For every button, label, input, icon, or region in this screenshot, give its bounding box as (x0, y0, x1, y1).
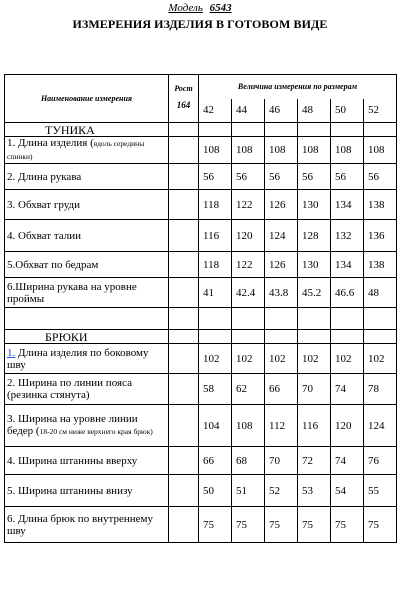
table-row (5, 164, 397, 190)
value-cell: 56 (199, 164, 232, 190)
value-cell: 108 (331, 137, 364, 164)
value-cell: 102 (331, 344, 364, 374)
header-name-col: Наименование измерения (5, 75, 169, 123)
table-row (5, 405, 397, 447)
value-cell: 130 (298, 252, 331, 278)
value-cell: 62 (232, 374, 265, 405)
value-cell: 108 (232, 137, 265, 164)
value-cell: 134 (331, 190, 364, 220)
value-cell: 126 (265, 252, 298, 278)
value-cell: 75 (364, 507, 397, 543)
value-cell: 52 (265, 475, 298, 507)
value-cell: 50 (199, 475, 232, 507)
section-row-tunic (5, 123, 397, 137)
table-row (5, 475, 397, 507)
value-cell: 55 (364, 475, 397, 507)
value-cell: 46.6 (331, 278, 364, 308)
header-row (5, 75, 397, 99)
row-note: вдоль середины спинки) (7, 139, 145, 161)
row-name: 5.Обхват по бедрам (5, 252, 169, 278)
value-cell: 116 (298, 405, 331, 447)
table-row (5, 220, 397, 252)
row-name: 2. Ширина по линии пояса (резинка стянута) (5, 374, 169, 405)
model-line (0, 2, 400, 14)
row-name: 3. Ширина на уровне линии бедер (18-20 см ниже верхнего края брюк) (5, 405, 169, 447)
value-cell: 120 (331, 405, 364, 447)
value-cell: 108 (265, 137, 298, 164)
table-row (5, 190, 397, 220)
size-cell: 50 (331, 99, 364, 123)
value-cell: 66 (199, 447, 232, 475)
value-cell: 136 (364, 220, 397, 252)
value-cell: 130 (298, 190, 331, 220)
value-cell: 124 (265, 220, 298, 252)
value-cell: 104 (199, 405, 232, 447)
header-rost-label: Рост (174, 84, 193, 93)
table-row (5, 447, 397, 475)
value-cell: 102 (298, 344, 331, 374)
table-row (5, 507, 397, 543)
row-name: 4. Ширина штанины вверху (5, 447, 169, 475)
value-cell: 118 (199, 252, 232, 278)
value-cell: 70 (265, 447, 298, 475)
size-cell: 52 (364, 99, 397, 123)
size-cell: 48 (298, 99, 331, 123)
value-cell: 128 (298, 220, 331, 252)
value-cell: 102 (265, 344, 298, 374)
row-name: 4. Обхват талии (5, 220, 169, 252)
value-cell: 56 (265, 164, 298, 190)
row-number-link[interactable]: 1. (7, 346, 16, 359)
value-cell: 48 (364, 278, 397, 308)
row-name: 2. Длина рукава (5, 164, 169, 190)
value-cell: 102 (232, 344, 265, 374)
table-row (5, 137, 397, 164)
header-sizes-label: Величина измерения по размерам (199, 75, 397, 99)
value-cell: 102 (199, 344, 232, 374)
value-cell: 45.2 (298, 278, 331, 308)
value-cell: 132 (331, 220, 364, 252)
value-cell: 68 (232, 447, 265, 475)
value-cell: 126 (265, 190, 298, 220)
section-row-trousers (5, 330, 397, 344)
value-cell: 124 (364, 405, 397, 447)
value-cell: 75 (199, 507, 232, 543)
table-row (5, 374, 397, 405)
value-cell: 53 (298, 475, 331, 507)
table-row (5, 278, 397, 308)
value-cell: 122 (232, 252, 265, 278)
value-cell: 74 (331, 447, 364, 475)
row-name: 5. Ширина штанины внизу (5, 475, 169, 507)
model-label: Модель (168, 2, 203, 14)
value-cell: 54 (331, 475, 364, 507)
row-name: 6.Ширина рукава на уровне проймы (5, 278, 169, 308)
value-cell: 42.4 (232, 278, 265, 308)
row-note: 18-20 см ниже верхнего края брюк) (39, 427, 153, 436)
value-cell: 118 (199, 190, 232, 220)
section-title: ТУНИКА (5, 123, 169, 137)
value-cell: 51 (232, 475, 265, 507)
value-cell: 70 (298, 374, 331, 405)
page-title: ИЗМЕРЕНИЯ ИЗДЕЛИЯ В ГОТОВОМ ВИДЕ (72, 17, 328, 31)
value-cell: 72 (298, 447, 331, 475)
value-cell: 78 (364, 374, 397, 405)
row-name: 1. Длина изделия (вдоль середины спинки) (5, 137, 169, 164)
value-cell: 56 (232, 164, 265, 190)
value-cell: 76 (364, 447, 397, 475)
value-cell: 75 (265, 507, 298, 543)
measurements-table (4, 74, 397, 543)
value-cell: 108 (364, 137, 397, 164)
value-cell: 75 (298, 507, 331, 543)
value-cell: 108 (199, 137, 232, 164)
table-row (5, 252, 397, 278)
value-cell: 138 (364, 190, 397, 220)
row-name: 1. Длина изделия по боковому шву (5, 344, 169, 374)
row-name: 3. Обхват груди (5, 190, 169, 220)
table-row (5, 344, 397, 374)
model-number: 6543 (209, 2, 232, 14)
value-cell: 56 (364, 164, 397, 190)
value-cell: 66 (265, 374, 298, 405)
value-cell: 102 (364, 344, 397, 374)
value-cell: 58 (199, 374, 232, 405)
value-cell: 56 (298, 164, 331, 190)
value-cell: 120 (232, 220, 265, 252)
value-cell: 108 (298, 137, 331, 164)
size-cell: 46 (265, 99, 298, 123)
value-cell: 138 (364, 252, 397, 278)
value-cell: 108 (232, 405, 265, 447)
value-cell: 122 (232, 190, 265, 220)
size-cell: 42 (199, 99, 232, 123)
value-cell: 116 (199, 220, 232, 252)
header-rost-value: 164 (176, 100, 191, 110)
value-cell: 56 (331, 164, 364, 190)
value-cell: 112 (265, 405, 298, 447)
value-cell: 41 (199, 278, 232, 308)
value-cell: 75 (331, 507, 364, 543)
size-cell: 44 (232, 99, 265, 123)
row-name: 6. Длина брюк по внутреннему шву (5, 507, 169, 543)
value-cell: 43.8 (265, 278, 298, 308)
empty-row (5, 308, 397, 330)
value-cell: 74 (331, 374, 364, 405)
value-cell: 134 (331, 252, 364, 278)
value-cell: 75 (232, 507, 265, 543)
section-title: БРЮКИ (5, 330, 169, 344)
header-rost (169, 75, 199, 123)
